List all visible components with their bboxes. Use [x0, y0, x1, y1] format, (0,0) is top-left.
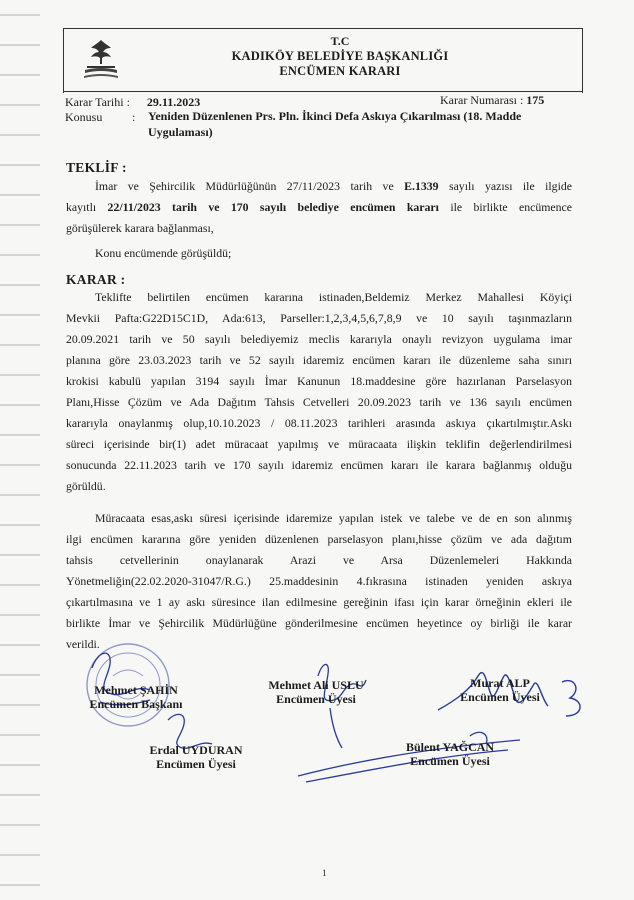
subject-line-1: Yeniden Düzenlenen Prs. Pln. İkinci Defa Askıya Çıkarılması (18. Madde [148, 109, 522, 123]
karar-line: çıkartılmasına ve 1 ay askı süresince ilan edilmesine gereğinin ifası için karar örneğinin ekleri ile [66, 595, 572, 609]
teklif-line: İmar ve Şehircilik Müdürlüğünün 27/11/2023 tarih ve E.1339 sayılı yazısı ile ilgide [95, 179, 572, 193]
signatory-uyduran [136, 743, 256, 771]
signatory-name: Mehmet ŞAHİN [94, 683, 178, 697]
decision-number-value: 175 [526, 93, 545, 107]
teklif-paragraph [66, 176, 572, 264]
teklif-line: görüşülerek karara bağlanması, [66, 221, 214, 235]
karar-line: krokisi kabulü yapılan 3194 sayılı İmar Kanunun 18.maddesine göre hazırlanan Parselasyon [66, 374, 572, 388]
signatory-title: Encümen Üyesi [460, 690, 540, 704]
signatory-name: Erdal UYDURAN [149, 743, 243, 757]
decision-number [440, 93, 544, 108]
institution-name: KADIKÖY BELEDİYE BAŞKANLIĞI [231, 49, 449, 63]
subject-line-2: Uygulaması) [148, 125, 213, 139]
karar-line: planına göre 23.03.2023 tarih ve 52 sayılı idaremiz encümen kararı ile düzenleme saha sınırı [66, 353, 572, 367]
karar-paragraph-2 [66, 508, 572, 655]
decision-date-value: 29.11.2023 [146, 95, 201, 109]
signatory-name: Bülent YAĞCAN [405, 740, 495, 754]
header-divider [63, 91, 582, 92]
signatory-name: Murat ALP [470, 676, 530, 690]
signatory-title: Encümen Üyesi [276, 692, 356, 706]
scan-edge-artifact [0, 0, 40, 900]
signatory-title: Encümen Üyesi [156, 757, 236, 771]
signature-uslu [318, 664, 366, 748]
karar-line: Teklifte belirtilen encümen kararına istinaden,Beldemiz Merkez Mahallesi Köyiçi [95, 290, 572, 304]
signatory-title: Encümen Başkanı [89, 697, 183, 711]
subject-colon: : [132, 110, 136, 124]
karar-line: tahsis cetvellerinin onaylanarak Arazi ve Arsa Düzenlemeleri Hakkında [66, 553, 572, 567]
document-number: E.1339 [404, 179, 439, 193]
karar-line: ilgi encümen kararına göre yeniden düzenlenen parselasyon planı,hisse çözüm ve ada dağıtım [66, 532, 572, 546]
karar-line: Mevkii Pafta:G22D15C1D, Ada:613, Parseller:1,2,3,4,5,6,7,8,9 ve 10 sayılı taşınmazların [66, 311, 572, 325]
subject-text [148, 108, 573, 140]
signatory-name: Mehmet Ali USLU [268, 678, 364, 692]
country-label: T.C [330, 34, 350, 48]
karar-line: görüldü. [66, 479, 106, 493]
page-number: 1 [322, 868, 327, 878]
karar-line: süreci içerisinde bir(1) adet müracaat yapılmış ve müracaata ilişkin teklifin değerlendirilmesi [66, 437, 572, 451]
karar-line: sonucunda 22.11.2023 tarih ve 170 sayılı idaremiz encümen kararı ile karara bağlanmış olduğu [66, 458, 572, 472]
karar-line: Planı,Hisse Çözüm ve Ada Dağıtım Tahsis Cetvelleri 20.09.2023 tarih ve 136 sayılı encümen [66, 395, 572, 409]
reference-decision: 22/11/2023 tarih ve 170 sayılı belediye encümen kararı [107, 200, 439, 214]
signatory-alp [440, 676, 560, 704]
signatory-yagcan [390, 740, 510, 768]
karar-line: birlikte İmar ve Şehircilik Müdürlüğüne gönderilmesine encümen heyetince oy birliği ile karar [66, 616, 572, 630]
subject-label: Konusu [65, 110, 103, 124]
karar-line: verildi. [66, 637, 100, 651]
karar-line: Müracaata esas,askı süresi içerisinde idaremize yapılan istek ve talebe ve de en son alınmış [95, 511, 572, 525]
decision-number-label: Karar Numarası : [440, 93, 524, 107]
karar-title: KARAR : [66, 272, 126, 287]
document-header [180, 34, 500, 79]
municipality-logo-icon [79, 36, 123, 82]
decision-date-label: Karar Tarihi : [65, 95, 130, 109]
document-type: ENCÜMEN KARARI [279, 64, 401, 78]
karar-line: 20.09.2021 tarih ve 50 sayılı belediyemiz meclis kararıyla onaylı revizyon uygulama imar [66, 332, 572, 346]
teklif-discussed: Konu encümende görüşüldü; [95, 246, 232, 260]
teklif-line: kayıtlı 22/11/2023 tarih ve 170 sayılı belediye encümen kararı ile birlikte encümence [66, 200, 573, 214]
signatory-title: Encümen Üyesi [410, 754, 490, 768]
signatory-uslu [256, 678, 376, 706]
karar-paragraph-1 [66, 287, 572, 497]
karar-line: Yönetmeliğin(22.02.2020-31047/R.G.) 25.maddesinin 4.fıkrasına istinaden yeniden askıya [66, 574, 572, 588]
karar-line: kararıyla onaylanmış olup,10.10.2023 / 08.11.2023 tarihleri arasında askıya çıkartılmıştır.Askı [66, 416, 572, 430]
teklif-title: TEKLİF : [66, 160, 127, 175]
signatory-sahin [76, 683, 196, 711]
